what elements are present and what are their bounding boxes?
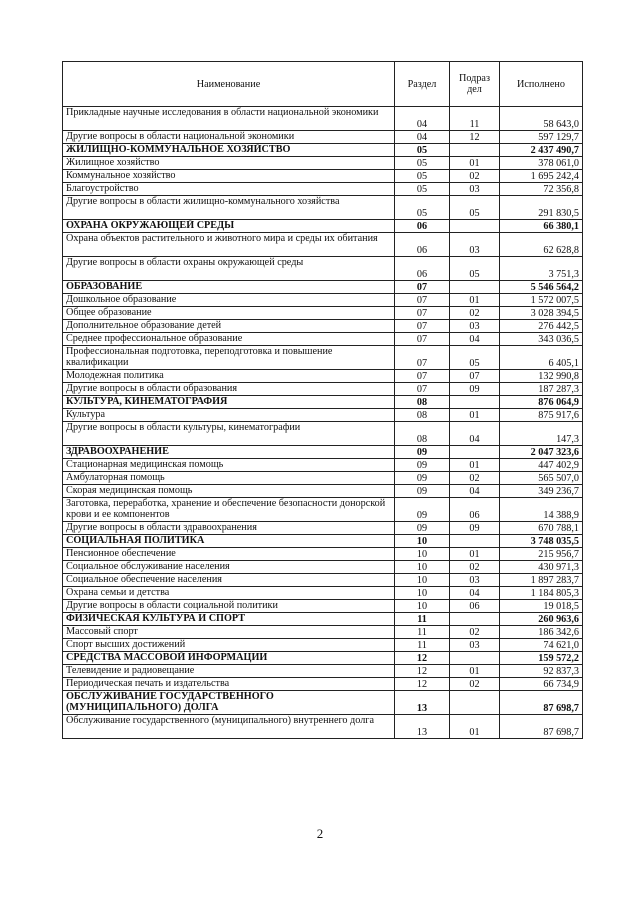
row-name: Скорая медицинская помощь — [63, 485, 395, 498]
row-section-code: 09 — [395, 472, 450, 485]
row-name: Обслуживание государственного (муниципального) внутреннего долга — [63, 715, 395, 739]
row-name: Социальное обеспечение населения — [63, 574, 395, 587]
table-row — [63, 170, 583, 183]
row-subsection-code: 11 — [450, 107, 500, 131]
row-subsection-code: 01 — [450, 665, 500, 678]
row-name: Культура — [63, 409, 395, 422]
row-executed-value: 58 643,0 — [500, 107, 583, 131]
row-subsection-code — [450, 652, 500, 665]
table-row — [63, 472, 583, 485]
row-subsection-code: 02 — [450, 626, 500, 639]
row-section-code: 08 — [395, 396, 450, 409]
table-row — [63, 422, 583, 446]
row-name: Профессиональная подготовка, переподготовка и повышение квалификации — [63, 346, 395, 370]
row-subsection-code: 04 — [450, 587, 500, 600]
table-section-row — [63, 535, 583, 548]
table-row — [63, 383, 583, 396]
row-name: Массовый спорт — [63, 626, 395, 639]
row-subsection-code: 05 — [450, 346, 500, 370]
row-executed-value: 565 507,0 — [500, 472, 583, 485]
row-name: ЖИЛИЩНО-КОММУНАЛЬНОЕ ХОЗЯЙСТВО — [63, 144, 395, 157]
row-section-code: 07 — [395, 346, 450, 370]
row-subsection-code: 09 — [450, 522, 500, 535]
row-executed-value: 447 402,9 — [500, 459, 583, 472]
row-executed-value: 215 956,7 — [500, 548, 583, 561]
row-executed-value: 159 572,2 — [500, 652, 583, 665]
row-executed-value: 597 129,7 — [500, 131, 583, 144]
row-subsection-code — [450, 396, 500, 409]
row-name: Коммунальное хозяйство — [63, 170, 395, 183]
table-body — [63, 107, 583, 739]
table-row — [63, 157, 583, 170]
row-executed-value: 147,3 — [500, 422, 583, 446]
row-subsection-code: 06 — [450, 600, 500, 613]
row-section-code: 07 — [395, 320, 450, 333]
row-executed-value: 187 287,3 — [500, 383, 583, 396]
table-row — [63, 320, 583, 333]
table-row — [63, 196, 583, 220]
table-row — [63, 678, 583, 691]
row-subsection-code: 04 — [450, 333, 500, 346]
table-section-row — [63, 281, 583, 294]
row-executed-value: 875 917,6 — [500, 409, 583, 422]
table-row — [63, 346, 583, 370]
row-name: Охрана объектов растительного и животного мира и среды их обитания — [63, 233, 395, 257]
row-subsection-code: 12 — [450, 131, 500, 144]
row-name: ОХРАНА ОКРУЖАЮЩЕЙ СРЕДЫ — [63, 220, 395, 233]
row-subsection-code: 02 — [450, 472, 500, 485]
header-subsection: Подраз дел — [450, 62, 500, 107]
table-row — [63, 626, 583, 639]
row-subsection-code: 03 — [450, 233, 500, 257]
row-subsection-code: 01 — [450, 459, 500, 472]
table-row — [63, 548, 583, 561]
row-executed-value: 66 734,9 — [500, 678, 583, 691]
table-row — [63, 561, 583, 574]
row-section-code: 05 — [395, 157, 450, 170]
row-name: Периодическая печать и издательства — [63, 678, 395, 691]
header-section: Раздел — [395, 62, 450, 107]
row-subsection-code: 03 — [450, 639, 500, 652]
row-subsection-code: 05 — [450, 196, 500, 220]
row-executed-value: 6 405,1 — [500, 346, 583, 370]
row-section-code: 07 — [395, 281, 450, 294]
row-executed-value: 876 064,9 — [500, 396, 583, 409]
table-section-row — [63, 691, 583, 715]
row-executed-value: 349 236,7 — [500, 485, 583, 498]
row-name: Дошкольное образование — [63, 294, 395, 307]
row-name: Жилищное хозяйство — [63, 157, 395, 170]
row-subsection-code: 04 — [450, 485, 500, 498]
row-executed-value: 186 342,6 — [500, 626, 583, 639]
row-section-code: 09 — [395, 522, 450, 535]
table-row — [63, 600, 583, 613]
table-row — [63, 294, 583, 307]
row-section-code: 13 — [395, 715, 450, 739]
row-subsection-code — [450, 691, 500, 715]
row-subsection-code: 07 — [450, 370, 500, 383]
row-name: Общее образование — [63, 307, 395, 320]
row-subsection-code: 02 — [450, 561, 500, 574]
row-subsection-code — [450, 281, 500, 294]
row-executed-value: 3 751,3 — [500, 257, 583, 281]
table-row — [63, 233, 583, 257]
row-executed-value: 291 830,5 — [500, 196, 583, 220]
row-executed-value: 74 621,0 — [500, 639, 583, 652]
row-subsection-code — [450, 446, 500, 459]
row-name: Благоустройство — [63, 183, 395, 196]
table-row — [63, 639, 583, 652]
row-name: Стационарная медицинская помощь — [63, 459, 395, 472]
row-name: Другие вопросы в области национальной экономики — [63, 131, 395, 144]
row-section-code: 07 — [395, 370, 450, 383]
row-section-code: 06 — [395, 233, 450, 257]
row-subsection-code: 01 — [450, 157, 500, 170]
table-section-row — [63, 144, 583, 157]
table-row — [63, 307, 583, 320]
row-section-code: 13 — [395, 691, 450, 715]
row-name: Другие вопросы в области жилищно-коммунального хозяйства — [63, 196, 395, 220]
row-section-code: 10 — [395, 561, 450, 574]
row-name: Телевидение и радиовещание — [63, 665, 395, 678]
header-name: Наименование — [63, 62, 395, 107]
row-section-code: 07 — [395, 333, 450, 346]
row-executed-value: 1 897 283,7 — [500, 574, 583, 587]
row-subsection-code: 01 — [450, 409, 500, 422]
table-row — [63, 107, 583, 131]
row-name: Другие вопросы в области культуры, кинематографии — [63, 422, 395, 446]
row-name: КУЛЬТУРА, КИНЕМАТОГРАФИЯ — [63, 396, 395, 409]
table-row — [63, 370, 583, 383]
row-executed-value: 87 698,7 — [500, 715, 583, 739]
row-subsection-code: 03 — [450, 320, 500, 333]
table-row — [63, 485, 583, 498]
row-executed-value: 5 546 564,2 — [500, 281, 583, 294]
row-name: Другие вопросы в области образования — [63, 383, 395, 396]
row-executed-value: 343 036,5 — [500, 333, 583, 346]
row-section-code: 08 — [395, 422, 450, 446]
row-subsection-code — [450, 613, 500, 626]
table-section-row — [63, 446, 583, 459]
row-executed-value: 1 572 007,5 — [500, 294, 583, 307]
row-name: Охрана семьи и детства — [63, 587, 395, 600]
row-name: Другие вопросы в области охраны окружающей среды — [63, 257, 395, 281]
row-section-code: 10 — [395, 535, 450, 548]
row-section-code: 09 — [395, 459, 450, 472]
table-row — [63, 665, 583, 678]
row-subsection-code: 02 — [450, 307, 500, 320]
row-executed-value: 66 380,1 — [500, 220, 583, 233]
row-subsection-code: 03 — [450, 183, 500, 196]
row-section-code: 07 — [395, 294, 450, 307]
row-subsection-code: 05 — [450, 257, 500, 281]
table-row — [63, 183, 583, 196]
row-section-code: 07 — [395, 383, 450, 396]
row-executed-value: 92 837,3 — [500, 665, 583, 678]
row-section-code: 05 — [395, 144, 450, 157]
row-executed-value: 260 963,6 — [500, 613, 583, 626]
row-executed-value: 1 695 242,4 — [500, 170, 583, 183]
row-executed-value: 276 442,5 — [500, 320, 583, 333]
row-subsection-code — [450, 220, 500, 233]
row-executed-value: 62 628,8 — [500, 233, 583, 257]
row-subsection-code: 03 — [450, 574, 500, 587]
row-name: Спорт высших достижений — [63, 639, 395, 652]
row-name: ЗДРАВООХРАНЕНИЕ — [63, 446, 395, 459]
table-header-row — [63, 62, 583, 107]
table-row — [63, 715, 583, 739]
row-name: Пенсионное обеспечение — [63, 548, 395, 561]
row-name: Молодежная политика — [63, 370, 395, 383]
row-executed-value: 3 028 394,5 — [500, 307, 583, 320]
row-section-code: 11 — [395, 626, 450, 639]
row-subsection-code — [450, 144, 500, 157]
row-name: Другие вопросы в области социальной политики — [63, 600, 395, 613]
row-name: Социальное обслуживание населения — [63, 561, 395, 574]
table-row — [63, 257, 583, 281]
row-section-code: 04 — [395, 131, 450, 144]
row-section-code: 05 — [395, 183, 450, 196]
row-executed-value: 1 184 805,3 — [500, 587, 583, 600]
row-section-code: 10 — [395, 587, 450, 600]
table-row — [63, 459, 583, 472]
table-row — [63, 574, 583, 587]
row-subsection-code — [450, 535, 500, 548]
table-row — [63, 587, 583, 600]
header-executed: Исполнено — [500, 62, 583, 107]
row-executed-value: 378 061,0 — [500, 157, 583, 170]
row-name: Прикладные научные исследования в области национальной экономики — [63, 107, 395, 131]
row-name: СРЕДСТВА МАССОВОЙ ИНФОРМАЦИИ — [63, 652, 395, 665]
table-row — [63, 409, 583, 422]
row-section-code: 11 — [395, 639, 450, 652]
row-section-code: 06 — [395, 220, 450, 233]
row-subsection-code: 02 — [450, 678, 500, 691]
row-name: Другие вопросы в области здравоохранения — [63, 522, 395, 535]
row-section-code: 10 — [395, 548, 450, 561]
row-name: СОЦИАЛЬНАЯ ПОЛИТИКА — [63, 535, 395, 548]
row-executed-value: 2 047 323,6 — [500, 446, 583, 459]
row-section-code: 10 — [395, 600, 450, 613]
row-executed-value: 2 437 490,7 — [500, 144, 583, 157]
row-section-code: 07 — [395, 307, 450, 320]
row-section-code: 09 — [395, 498, 450, 522]
row-section-code: 09 — [395, 485, 450, 498]
row-section-code: 10 — [395, 574, 450, 587]
row-section-code: 04 — [395, 107, 450, 131]
table-row — [63, 498, 583, 522]
row-subsection-code: 01 — [450, 548, 500, 561]
row-executed-value: 19 018,5 — [500, 600, 583, 613]
row-section-code: 12 — [395, 678, 450, 691]
row-name: Среднее профессиональное образование — [63, 333, 395, 346]
row-subsection-code: 02 — [450, 170, 500, 183]
row-section-code: 06 — [395, 257, 450, 281]
row-section-code: 09 — [395, 446, 450, 459]
table-section-row — [63, 220, 583, 233]
row-subsection-code: 06 — [450, 498, 500, 522]
row-section-code: 05 — [395, 170, 450, 183]
row-executed-value: 3 748 035,5 — [500, 535, 583, 548]
row-name: ОБРАЗОВАНИЕ — [63, 281, 395, 294]
row-section-code: 11 — [395, 613, 450, 626]
page-number: 2 — [316, 826, 324, 841]
row-subsection-code: 01 — [450, 715, 500, 739]
row-executed-value: 430 971,3 — [500, 561, 583, 574]
row-section-code: 05 — [395, 196, 450, 220]
row-name: Дополнительное образование детей — [63, 320, 395, 333]
row-subsection-code: 09 — [450, 383, 500, 396]
row-executed-value: 72 356,8 — [500, 183, 583, 196]
table-row — [63, 522, 583, 535]
row-executed-value: 670 788,1 — [500, 522, 583, 535]
row-section-code: 12 — [395, 652, 450, 665]
table-section-row — [63, 652, 583, 665]
row-section-code: 12 — [395, 665, 450, 678]
row-executed-value: 87 698,7 — [500, 691, 583, 715]
row-name: ФИЗИЧЕСКАЯ КУЛЬТУРА И СПОРТ — [63, 613, 395, 626]
table-row — [63, 131, 583, 144]
row-name: ОБСЛУЖИВАНИЕ ГОСУДАРСТВЕННОГО (МУНИЦИПАЛЬНОГО) ДОЛГА — [63, 691, 395, 715]
row-section-code: 08 — [395, 409, 450, 422]
row-executed-value: 132 990,8 — [500, 370, 583, 383]
row-subsection-code: 01 — [450, 294, 500, 307]
table-section-row — [63, 613, 583, 626]
table-section-row — [63, 396, 583, 409]
row-executed-value: 14 388,9 — [500, 498, 583, 522]
row-name: Амбулаторная помощь — [63, 472, 395, 485]
table-row — [63, 333, 583, 346]
row-subsection-code: 04 — [450, 422, 500, 446]
budget-execution-table — [62, 61, 583, 739]
row-name: Заготовка, переработка, хранение и обеспечение безопасности донорской крови и ее компонентов — [63, 498, 395, 522]
